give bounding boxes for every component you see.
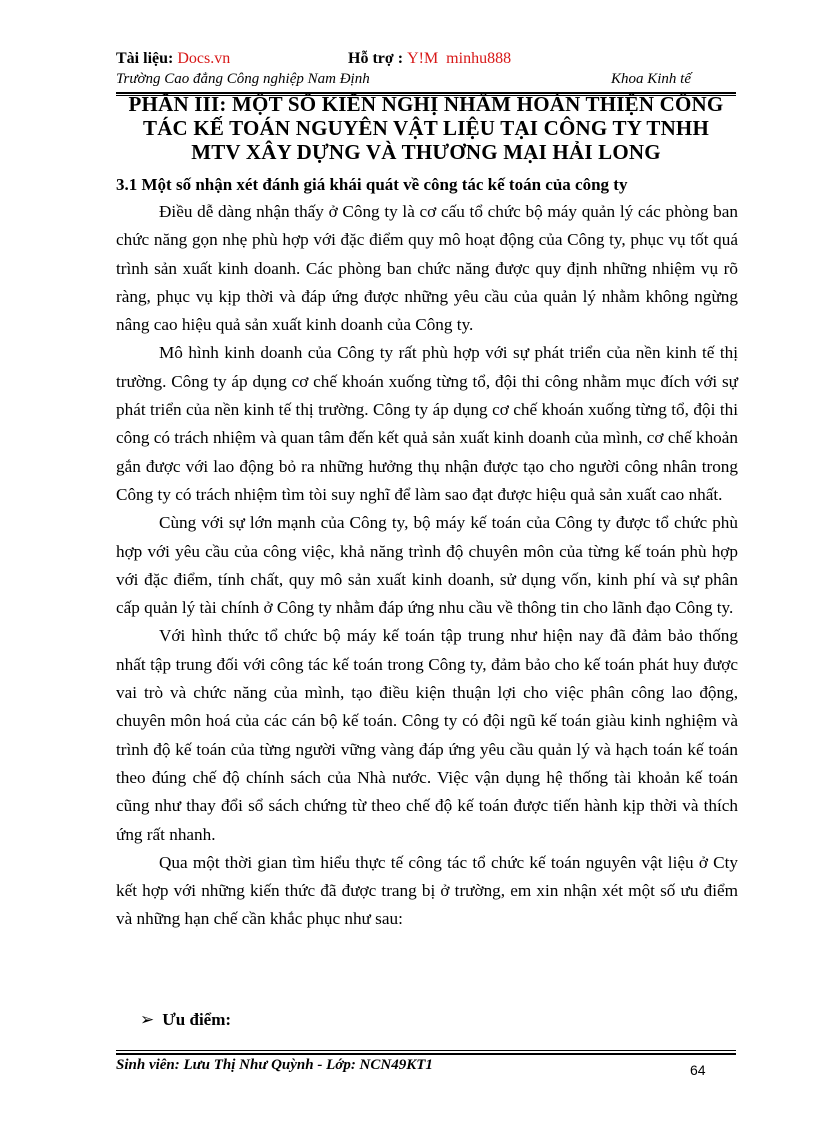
paragraph: Điều dễ dàng nhận thấy ở Công ty là cơ cấu tổ chức bộ máy quản lý các phòng ban chức năng gọn nhẹ phù hợp với đặc điểm quy mô hoạt động của Công ty, phục vụ tốt quá trình sản xuất kinh doanh. Các phòng ban chức năng được quy định những nhiệm vụ rõ ràng, phục vụ kịp thời và đáp ứng được những yêu cầu của quản lý nhằm không ngừng nâng cao hiệu quả sản xuất kinh doanh của Công ty. [116, 202, 738, 335]
part-title [108, 92, 744, 164]
doc-site-link[interactable]: Docs.vn [177, 50, 231, 67]
arrow-bullet-icon: ➢ [140, 1010, 155, 1029]
support-info: Hỗ trợ : Y!M minhu888 [348, 50, 512, 67]
running-header [116, 71, 716, 88]
top-source-line: Tài liệu: Docs.vn Hỗ trợ : Y!M minhu888 [116, 50, 512, 67]
title-line: MTV XÂY DỰNG VÀ THƯƠNG MẠI HẢI LONG [191, 140, 661, 164]
footer-divider-thin [116, 1050, 736, 1051]
paragraph: Qua một thời gian tìm hiểu thực tế công tác tổ chức kế toán nguyên vật liệu ở Cty kết hợp với những kiến thức đã được trang bị ở trường, em xin nhận xét một số ưu điểm và những hạn chế cần khắc phục như sau: [116, 852, 738, 929]
body-text [116, 198, 738, 934]
page-number: 64 [690, 1062, 706, 1078]
bullet-label: Ưu điểm: [162, 1010, 232, 1029]
footer-student-info: Sinh viên: Lưu Thị Như Quỳnh - Lớp: NCN49KT1 [116, 1057, 433, 1073]
paragraph: Mô hình kinh doanh của Công ty rất phù hợp với sự phát triển của nền kinh tế thị trường. Công ty áp dụng cơ chế khoán xuống từng tổ, đội thi công nhằm mục đích với sự phát triển của nền kinh tế thị trường. Công ty áp dụng cơ chế khoán xuống từng tổ, đội thi công có trách nhiệm và quan tâm đến kết quả sản xuất kinh doanh của mình, cơ chế khoản gắn được với lao động bỏ ra những hưởng thụ nhận được tạo cho người công nhân trong Công ty có trách nhiệm tìm tòi suy nghĩ để làm sao đạt được hiệu quả sản xuất cao nhất. [116, 343, 738, 504]
faculty-name: Khoa Kinh tế [611, 71, 692, 87]
school-name: Trường Cao đẳng Công nghiệp Nam Định [116, 71, 370, 87]
footer-divider [116, 1053, 736, 1055]
doc-label: Tài liệu [116, 50, 169, 67]
paragraph: Cùng với sự lớn mạnh của Công ty, bộ máy kế toán của Công ty được tổ chức phù hợp với yêu cầu của công việc, khả năng trình độ chuyên môn của từng kế toán phù hợp với đặc điểm, tính chất, quy mô sản xuất kinh doanh, sử dụng vốn, kinh phí và sự phân cấp quản lý tài chính ở Công ty nhằm đáp ứng nhu cầu về thông tin cho lãnh đạo Công ty. [116, 513, 738, 618]
support-ym: Y!M [407, 50, 439, 67]
support-id: minhu888 [446, 50, 512, 67]
support-label: Hỗ trợ [348, 50, 394, 67]
title-line: TÁC KẾ TOÁN NGUYÊN VẬT LIỆU TẠI CÔNG TY TNHH [142, 116, 710, 140]
paragraph: Với hình thức tổ chức bộ máy kế toán tập trung như hiện nay đã đảm bảo thống nhất tập trung đối với công tác kế toán trong Công ty, đảm bảo cho kế toán phát huy được vai trò và chức năng của mình, tạo điều kiện thuận lợi cho việc phân công lao động, chuyên môn hoá của các cán bộ kế toán. Công ty có đội ngũ kế toán giàu kinh nghiệm và trình độ kế toán của từng người vững vàng đáp ứng yêu cầu quản lý và hạch toán kế toán theo đúng chế độ chính sách của Nhà nước. Việc vận dụng hệ thống tài khoản kế toán cũng như thay đổi sổ sách chứng từ theo chế độ kế toán được tiến hành kịp thời và thích ứng rất nhanh. [116, 626, 738, 844]
title-line: PHẦN III: MỘT SỐ KIẾN NGHỊ NHẰM HOÀN THIỆN CÔNG [128, 92, 724, 116]
section-heading: 3.1 Một số nhận xét đánh giá khái quát về công tác kế toán của công ty [116, 175, 628, 194]
bullet-item [140, 1010, 231, 1030]
